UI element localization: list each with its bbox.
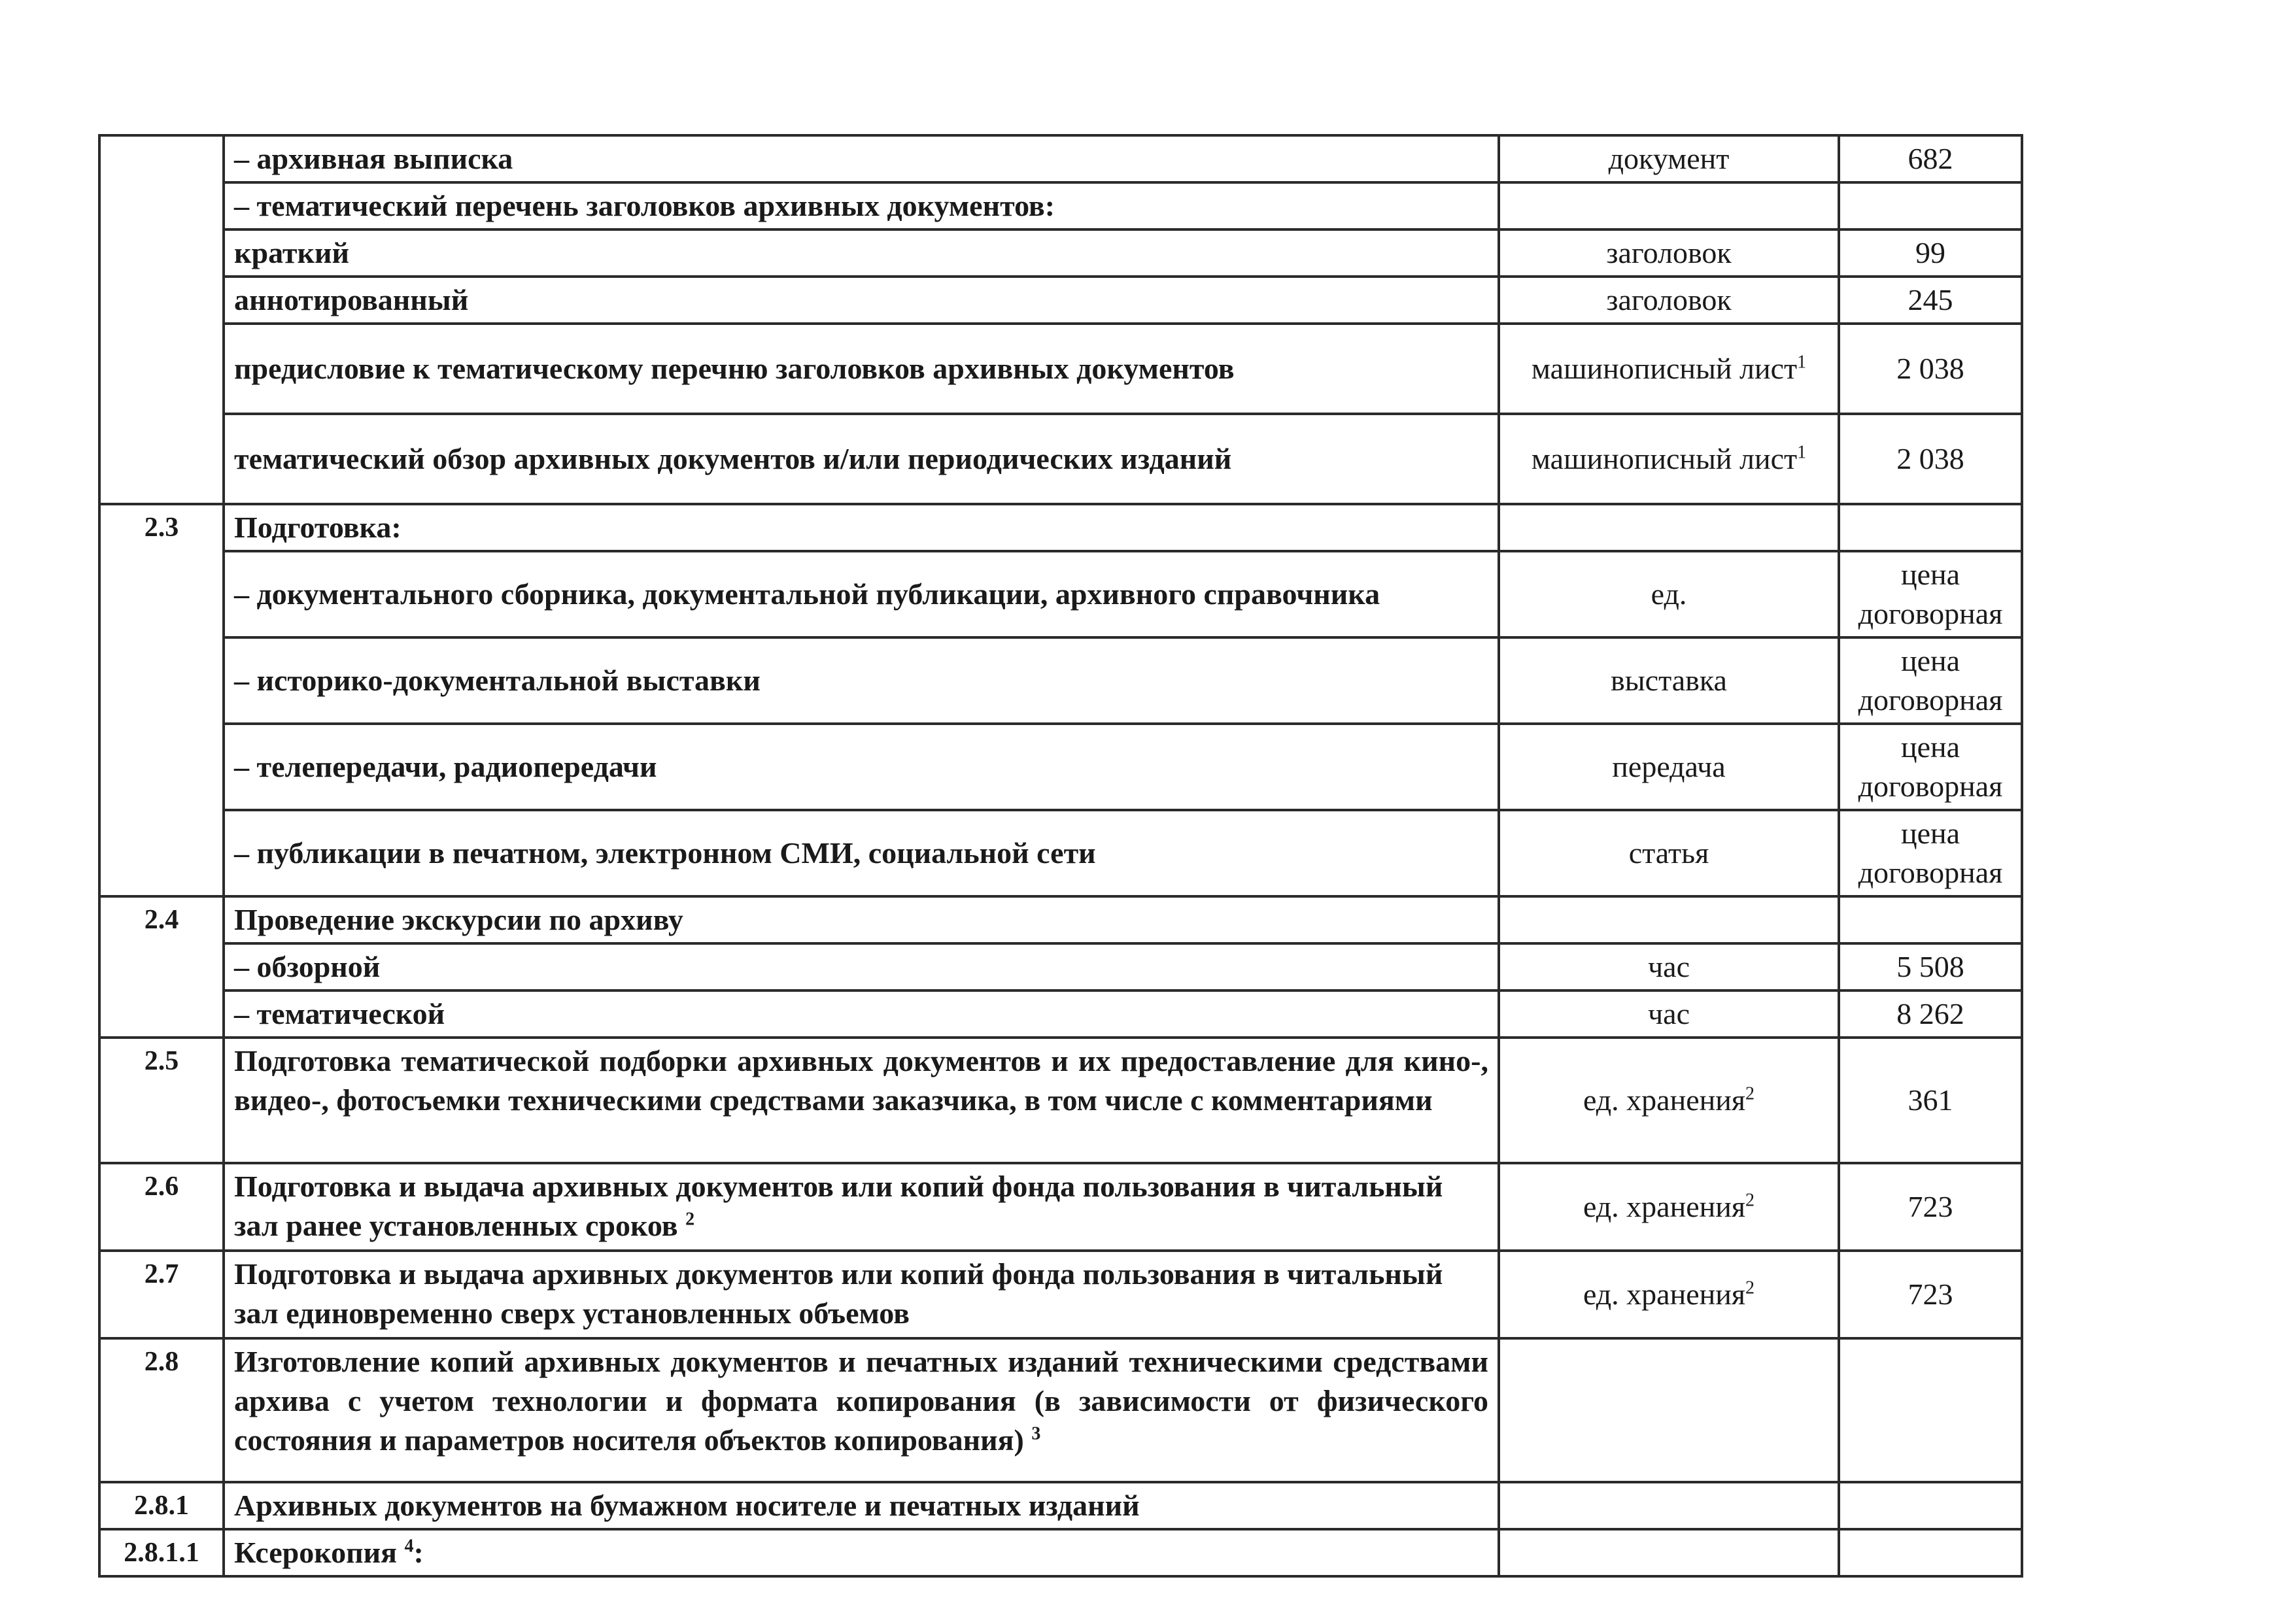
- row-price: 5 508: [1839, 943, 2022, 990]
- price-line: цена: [1900, 730, 1960, 764]
- row-number: [99, 135, 224, 182]
- row-price: [1839, 810, 2022, 896]
- row-name: предисловие к тематическому перечню заголовков архивных документов: [224, 324, 1499, 414]
- row-number: 2.5: [99, 1038, 224, 1163]
- table-row: [99, 277, 2022, 324]
- unit-text: ед. хранения: [1583, 1083, 1746, 1117]
- row-number: [99, 637, 224, 724]
- row-price: [1839, 637, 2022, 724]
- row-number: [99, 990, 224, 1038]
- row-unit: статья: [1499, 810, 1839, 896]
- row-name: Подготовка:: [224, 504, 1499, 551]
- price-line: цена: [1900, 558, 1960, 591]
- row-price: [1839, 182, 2022, 229]
- row-number: 2.3: [99, 504, 224, 551]
- row-unit: [1499, 1529, 1839, 1576]
- row-unit: передача: [1499, 724, 1839, 810]
- table-row: [99, 504, 2022, 551]
- row-name: [224, 1163, 1499, 1251]
- footnote-ref: 4: [404, 1536, 414, 1557]
- price-line: договорная: [1858, 770, 2003, 803]
- row-number: 2.4: [99, 896, 224, 943]
- row-number: [99, 182, 224, 229]
- row-unit: выставка: [1499, 637, 1839, 724]
- row-number: 2.8.1: [99, 1482, 224, 1529]
- name-text: Ксерокопия: [234, 1536, 397, 1569]
- row-unit: [1499, 324, 1839, 414]
- row-price: 723: [1839, 1251, 2022, 1338]
- row-number: 2.6: [99, 1163, 224, 1251]
- row-unit: ед.: [1499, 551, 1839, 637]
- price-line: цена: [1900, 644, 1960, 677]
- row-unit: [1499, 504, 1839, 551]
- name-text: Изготовление копий архивных документов и печатных изданий техническими средствами архива с учетом технологии и формата копирования (в зависимости от физического состояния и параметров носителя объектов копирования): [234, 1345, 1488, 1457]
- row-price: [1839, 1338, 2022, 1482]
- table-row: [99, 135, 2022, 182]
- row-price: [1839, 724, 2022, 810]
- row-price: 2 038: [1839, 414, 2022, 504]
- row-price: [1839, 1482, 2022, 1529]
- name-text: Подготовка и выдача архивных документов или копий фонда пользования в читальный зал ранее установленных сроков: [234, 1170, 1443, 1242]
- row-name: – архивная выписка: [224, 135, 1499, 182]
- row-unit: [1499, 1163, 1839, 1251]
- row-number: [99, 724, 224, 810]
- row-unit: [1499, 1482, 1839, 1529]
- row-name: Проведение экскурсии по архиву: [224, 896, 1499, 943]
- price-line: договорная: [1858, 597, 2003, 630]
- row-number: [99, 414, 224, 504]
- row-unit: [1499, 1251, 1839, 1338]
- row-number: [99, 943, 224, 990]
- row-price: 2 038: [1839, 324, 2022, 414]
- row-unit: [1499, 182, 1839, 229]
- row-name: Подготовка и выдача архивных документов или копий фонда пользования в читальный зал единовременно сверх установленных объемов: [224, 1251, 1499, 1338]
- table-row: [99, 896, 2022, 943]
- row-price: [1839, 551, 2022, 637]
- footnote-ref: 1: [1797, 352, 1807, 373]
- row-name: – тематической: [224, 990, 1499, 1038]
- row-price: 99: [1839, 229, 2022, 277]
- unit-text: машинописный лист: [1531, 442, 1798, 475]
- row-name: [224, 1338, 1499, 1482]
- table-row: [99, 1038, 2022, 1163]
- row-name: – обзорной: [224, 943, 1499, 990]
- table-row: [99, 810, 2022, 896]
- price-line: цена: [1900, 817, 1960, 850]
- row-name: Архивных документов на бумажном носителе и печатных изданий: [224, 1482, 1499, 1529]
- row-name: [224, 1529, 1499, 1576]
- table-row: [99, 637, 2022, 724]
- table-row: [99, 943, 2022, 990]
- row-price: 245: [1839, 277, 2022, 324]
- row-number: [99, 229, 224, 277]
- row-name: аннотированный: [224, 277, 1499, 324]
- footnote-ref: 2: [1745, 1083, 1755, 1104]
- name-suffix: :: [413, 1536, 424, 1569]
- row-price: 682: [1839, 135, 2022, 182]
- row-price: 361: [1839, 1038, 2022, 1163]
- footnote-ref: 2: [1745, 1277, 1755, 1298]
- row-price: [1839, 896, 2022, 943]
- footnote-ref: 2: [685, 1209, 695, 1230]
- row-unit: заголовок: [1499, 229, 1839, 277]
- table-row: [99, 990, 2022, 1038]
- table-row: [99, 1338, 2022, 1482]
- row-number: [99, 277, 224, 324]
- row-number: 2.7: [99, 1251, 224, 1338]
- row-number: [99, 324, 224, 414]
- row-name: – публикации в печатном, электронном СМИ, социальной сети: [224, 810, 1499, 896]
- row-unit: час: [1499, 990, 1839, 1038]
- row-number: 2.8.1.1: [99, 1529, 224, 1576]
- table-row: [99, 324, 2022, 414]
- table-row: [99, 182, 2022, 229]
- table-row: [99, 1482, 2022, 1529]
- row-name: – тематический перечень заголовков архивных документов:: [224, 182, 1499, 229]
- row-unit: [1499, 1338, 1839, 1482]
- row-price: [1839, 504, 2022, 551]
- table-row: [99, 229, 2022, 277]
- price-table: [98, 134, 2023, 1578]
- table-row: [99, 1251, 2022, 1338]
- footnote-ref: 3: [1031, 1423, 1041, 1444]
- row-name: – историко-документальной выставки: [224, 637, 1499, 724]
- row-name: – телепередачи, радиопередачи: [224, 724, 1499, 810]
- row-price: 8 262: [1839, 990, 2022, 1038]
- unit-text: машинописный лист: [1531, 352, 1798, 385]
- row-unit: заголовок: [1499, 277, 1839, 324]
- row-name: Подготовка тематической подборки архивных документов и их предоставление для кино-, видео-, фотосъемки техническими средствами заказчика, в том числе с комментариями: [224, 1038, 1499, 1163]
- row-unit: час: [1499, 943, 1839, 990]
- row-name: краткий: [224, 229, 1499, 277]
- row-number: 2.8: [99, 1338, 224, 1482]
- price-line: договорная: [1858, 683, 2003, 717]
- row-unit: [1499, 414, 1839, 504]
- row-name: – документального сборника, документальной публикации, архивного справочника: [224, 551, 1499, 637]
- footnote-ref: 1: [1797, 442, 1807, 463]
- row-number: [99, 810, 224, 896]
- footnote-ref: 2: [1745, 1190, 1755, 1211]
- table-row: [99, 414, 2022, 504]
- row-unit: [1499, 896, 1839, 943]
- unit-text: ед. хранения: [1583, 1277, 1746, 1311]
- row-unit: [1499, 1038, 1839, 1163]
- row-price: 723: [1839, 1163, 2022, 1251]
- table-row: [99, 1529, 2022, 1576]
- row-number: [99, 551, 224, 637]
- row-unit: документ: [1499, 135, 1839, 182]
- table-row: [99, 1163, 2022, 1251]
- table-row: [99, 551, 2022, 637]
- unit-text: ед. хранения: [1583, 1190, 1746, 1223]
- row-name: тематический обзор архивных документов и/или периодических изданий: [224, 414, 1499, 504]
- table-row: [99, 724, 2022, 810]
- row-price: [1839, 1529, 2022, 1576]
- price-line: договорная: [1858, 856, 2003, 889]
